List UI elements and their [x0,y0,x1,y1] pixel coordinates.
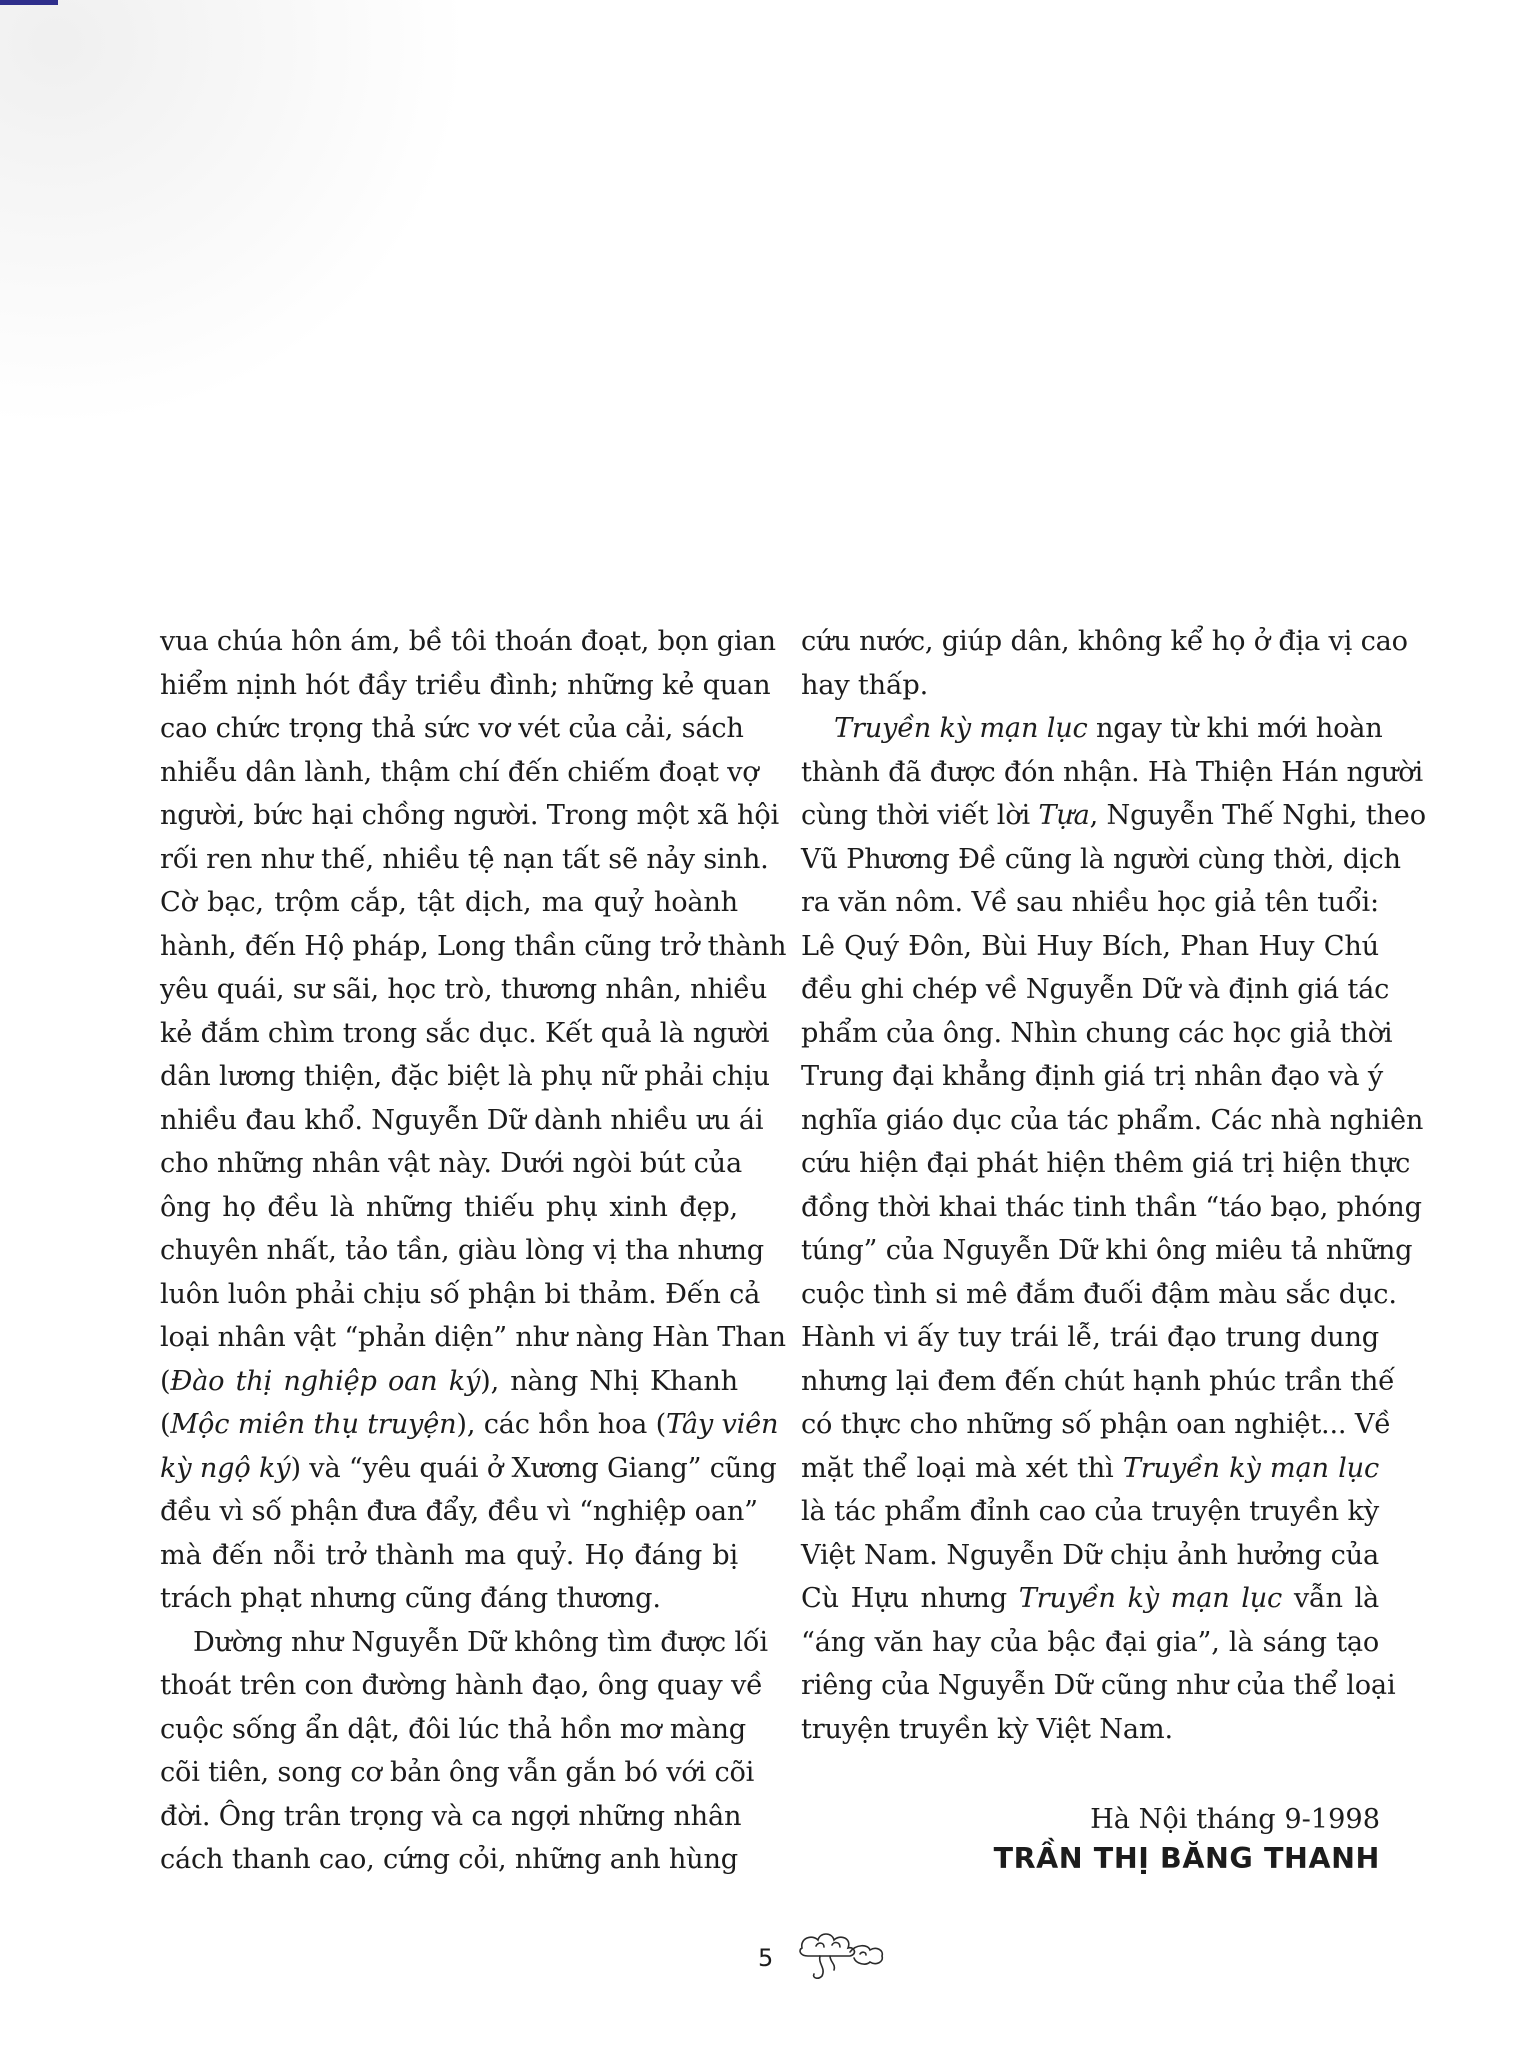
text-line: cứu nước, giúp dân, không kể họ ở địa vị cao [801,626,1408,657]
text-line: mặt thể loại mà xét thì Truyền kỳ mạn lục [801,1452,1379,1484]
scan-shadow [0,0,470,430]
page-number: 5 [758,1944,774,1972]
text-line: cuộc sống ẩn dật, đôi lúc thả hồn mơ màng [160,1713,747,1745]
italic-title: Tựa [1038,800,1090,831]
italic-title: Truyền kỳ mạn lục [834,713,1088,744]
cloud-ornament-icon [796,1926,888,1982]
text-line: hiểm nịnh hót đầy triều đình; những kẻ quan [160,669,771,701]
text-line: đời. Ông trân trọng và ca ngợi những nhân [160,1800,742,1832]
text-line: cứu hiện đại phát hiện thêm giá trị hiện thực [801,1148,1411,1179]
text-line: túng” của Nguyễn Dữ khi ông miêu tả những [801,1235,1413,1266]
text-line: luôn luôn phải chịu số phận bi thảm. Đến cả [160,1278,761,1310]
text-line: nhưng lại đem đến chút hạnh phúc trần thế [801,1365,1395,1397]
text-line: cùng thời viết lời Tựa, Nguyễn Thế Nghi, theo [801,800,1426,831]
text-line: Hành vi ấy tuy trái lễ, trái đạo trung dung [801,1322,1379,1353]
text-line: “áng văn hay của bậc đại gia”, là sáng tạo [801,1626,1379,1658]
text-line: (Đào thị nghiệp oan ký), nàng Nhị Khanh [160,1365,738,1397]
text-line: Cù Hựu nhưng Truyền kỳ mạn lục vẫn là [801,1583,1379,1614]
text-line: có thực cho những số phận oan nghiệt... Về [801,1409,1391,1440]
text-line: hay thấp. [801,669,929,701]
text-column-left [160,620,787,1882]
italic-title: Đào thị nghiệp oan ký [170,1365,481,1397]
text-line: ra văn nôm. Về sau nhiều học giả tên tuổi: [801,887,1379,918]
text-line: loại nhân vật “phản diện” như nàng Hàn Than [160,1322,786,1353]
text-line: mà đến nỗi trở thành ma quỷ. Họ đáng bị [160,1539,738,1571]
italic-title: kỳ ngộ ký [160,1452,291,1484]
text-line: Vũ Phương Đề cũng là người cùng thời, dịch [801,843,1401,875]
text-line: nhiều đau khổ. Nguyễn Dữ dành nhiều ưu ái [160,1104,764,1136]
text-line: là tác phẩm đỉnh cao của truyện truyền kỳ [801,1496,1379,1527]
text-line: vua chúa hôn ám, bề tôi thoán đoạt, bọn gian [160,626,776,657]
text-line: rối ren như thế, nhiều tệ nạn tất sẽ nảy sinh. [160,843,769,875]
place-date: Hà Nội tháng 9-1998 [1090,1804,1380,1835]
text-line: Trung đại khẳng định giá trị nhân đạo và ý [801,1061,1384,1092]
text-line: Truyền kỳ mạn lục ngay từ khi mới hoàn [834,713,1383,744]
text-line: nghĩa giáo dục của tác phẩm. Các nhà nghiên [801,1104,1424,1136]
text-line: thành đã được đón nhận. Hà Thiện Hán người [801,756,1423,788]
text-line: người, bức hại chồng người. Trong một xã hội [160,800,780,831]
text-line: phẩm của ông. Nhìn chung các học giả thời [801,1017,1393,1049]
text-line: kẻ đắm chìm trong sắc dục. Kết quả là người [160,1017,770,1049]
text-line: đồng thời khai thác tinh thần “táo bạo, phóng [801,1191,1422,1223]
text-line: nhiễu dân lành, thậm chí đến chiếm đoạt vợ [160,756,759,788]
text-line: ông họ đều là những thiếu phụ xinh đẹp, [160,1191,738,1223]
corner-scan-mark [0,0,58,5]
text-line: đều vì số phận đưa đẩy, đều vì “nghiệp oan” [160,1496,758,1527]
text-line: Cờ bạc, trộm cắp, tật dịch, ma quỷ hoành [160,887,738,918]
text-line: riêng của Nguyễn Dữ cũng như của thể loại [801,1670,1396,1701]
text-line: yêu quái, sư sãi, học trò, thương nhân, nhiều [160,974,768,1005]
italic-title: Truyền kỳ mạn lục [1018,1583,1283,1614]
text-line: Dường như Nguyễn Dữ không tìm được lối [193,1626,768,1658]
text-line: truyện truyền kỳ Việt Nam. [801,1713,1173,1745]
italic-title: Mộc miên thụ truyện [170,1409,457,1440]
text-line: kỳ ngộ ký) và “yêu quái ở Xương Giang” cũng [160,1452,777,1484]
text-line: cao chức trọng thả sức vơ vét của cải, sách [160,713,744,744]
italic-title: Tây viên [666,1409,779,1440]
text-line: đều ghi chép về Nguyễn Dữ và định giá tác [801,974,1390,1005]
text-line: Việt Nam. Nguyễn Dữ chịu ảnh hưởng của [801,1539,1379,1571]
text-line: (Mộc miên thụ truyện), các hồn hoa (Tây viên [160,1409,779,1440]
text-line: hành, đến Hộ pháp, Long thần cũng trở thành [160,930,787,962]
text-line: dân lương thiện, đặc biệt là phụ nữ phải chịu [160,1061,770,1092]
text-line: trách phạt nhưng cũng đáng thương. [160,1583,661,1614]
text-line: cho những nhân vật này. Dưới ngòi bút của [160,1148,742,1179]
text-line: Lê Quý Đôn, Bùi Huy Bích, Phan Huy Chú [801,930,1379,962]
text-line: chuyên nhất, tảo tần, giàu lòng vị tha nhưng [160,1235,764,1266]
author-name: TRẦN THỊ BĂNG THANH [993,1842,1380,1875]
text-line: cõi tiên, song cơ bản ông vẫn gắn bó với cõi [160,1757,755,1788]
italic-title: Truyền kỳ mạn lục [1122,1452,1379,1484]
text-line: cách thanh cao, cứng cỏi, những anh hùng [160,1844,738,1875]
text-line: cuộc tình si mê đắm đuối đậm màu sắc dục. [801,1278,1397,1310]
text-line: thoát trên con đường hành đạo, ông quay về [160,1670,763,1701]
text-column-right [801,620,1426,1751]
